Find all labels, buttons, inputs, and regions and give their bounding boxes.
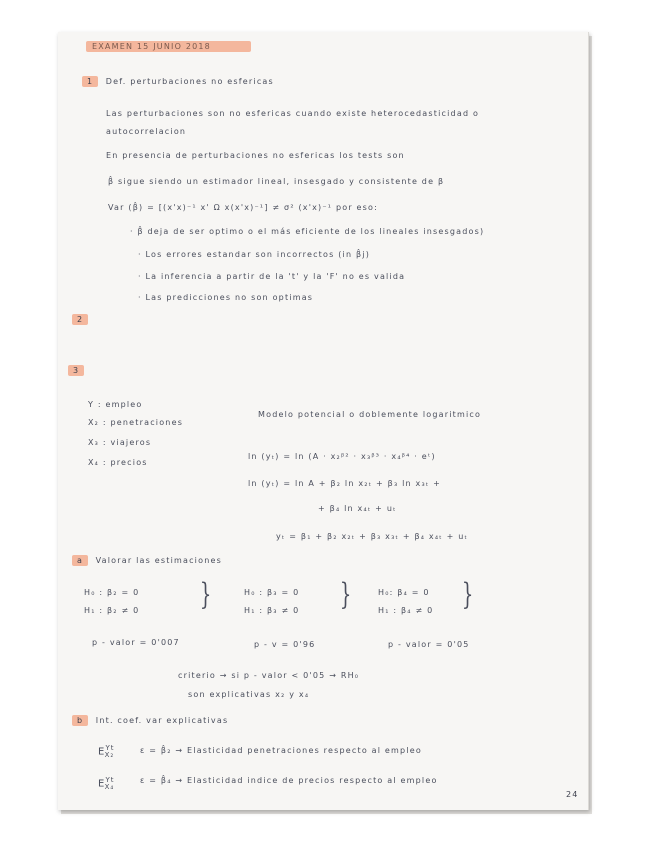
exam-header: EXAMEN 15 JUNIO 2018 bbox=[86, 42, 251, 51]
q1-line-2: autocorrelacion bbox=[106, 127, 187, 136]
q1-line-3: En presencia de perturbaciones no esfericas los tests son bbox=[106, 151, 405, 160]
h1-beta2: H₁ : β₂ ≠ 0 bbox=[84, 606, 140, 615]
brace-2: } bbox=[339, 577, 352, 612]
q1-line-1: Las perturbaciones son no esfericas cuando existe heterocedasticidad o bbox=[106, 109, 480, 118]
page-number: 24 bbox=[566, 790, 579, 799]
equation-1: ln (yₜ) = ln (A · x₂ᵝ² · x₃ᵝ³ · x₄ᵝ⁴ · eᵗ) bbox=[248, 452, 436, 461]
question-1-heading: 1 Def. perturbaciones no esfericas bbox=[82, 76, 274, 87]
h0-beta3: H₀ : β₃ = 0 bbox=[244, 588, 300, 597]
handwritten-page bbox=[58, 32, 589, 810]
brace-3: } bbox=[461, 577, 474, 612]
q1-variance-formula: Var (β̂) = [(x'x)⁻¹ x' Ω x(x'x)⁻¹] ≠ σ² (x'x)⁻¹ por eso: bbox=[108, 203, 379, 212]
variable-y: Y : empleo bbox=[88, 400, 143, 409]
h0-beta4: H₀: β₄ = 0 bbox=[378, 588, 430, 597]
conclusion: son explicativas x₂ y x₄ bbox=[188, 690, 310, 699]
q1-bullet-2: · Los errores estandar son incorrectos (in β̂j) bbox=[138, 250, 371, 259]
q1-bullet-4: · Las predicciones no son optimas bbox=[138, 293, 314, 302]
model-title: Modelo potencial o doblemente logaritmico bbox=[258, 410, 482, 419]
elasticity-line-1: ε = β̂₂ → Elasticidad penetraciones respecto al empleo bbox=[140, 746, 422, 755]
h0-beta2: H₀ : β₂ = 0 bbox=[84, 588, 140, 597]
part-b-heading: b Int. coef. var explicativas bbox=[72, 715, 228, 726]
variable-x4: X₄ : precios bbox=[88, 458, 148, 467]
variable-x2: X₂ : penetraciones bbox=[88, 418, 184, 427]
decision-criterion: criterio → si p - valor < 0'05 → RH₀ bbox=[178, 671, 360, 680]
pvalue-beta4: p - valor = 0'05 bbox=[388, 640, 470, 649]
question-3-heading: 3 bbox=[68, 365, 84, 376]
part-a-heading: a Valorar las estimaciones bbox=[72, 555, 222, 566]
equation-4: yₜ = β₁ + β₂ x₂ₜ + β₃ x₃ₜ + β₄ x₄ₜ + uₜ bbox=[276, 532, 469, 541]
elasticity-symbol-1: $E^{Yt}_{X_2}$ bbox=[98, 744, 115, 760]
variable-x3: X₃ : viajeros bbox=[88, 438, 152, 447]
h1-beta4: H₁ : β₄ ≠ 0 bbox=[378, 606, 434, 615]
brace-1: } bbox=[199, 577, 212, 612]
q1-line-4: β̂ sigue siendo un estimador lineal, insesgado y consistente de β bbox=[108, 177, 445, 186]
pvalue-beta3: p - v = 0'96 bbox=[254, 640, 316, 649]
elasticity-symbol-2: $E^{Yt}_{X_4}$ bbox=[98, 776, 115, 792]
equation-2: ln (yₜ) = ln A + β₂ ln x₂ₜ + β₃ ln x₃ₜ + bbox=[248, 479, 442, 488]
h1-beta3: H₁ : β₃ ≠ 0 bbox=[244, 606, 300, 615]
q1-bullet-3: · La inferencia a partir de la 't' y la 'F' no es valida bbox=[138, 272, 406, 281]
pvalue-beta2: p - valor = 0'007 bbox=[92, 638, 180, 647]
q1-bullet-1: · β̂ deja de ser optimo o el más eficiente de los lineales insesgados) bbox=[130, 227, 485, 236]
elasticity-line-2: ε = β̂₄ → Elasticidad indice de precios respecto al empleo bbox=[140, 776, 438, 785]
question-2-heading: 2 bbox=[72, 314, 88, 325]
equation-3: + β₄ ln x₄ₜ + uₜ bbox=[318, 504, 397, 513]
